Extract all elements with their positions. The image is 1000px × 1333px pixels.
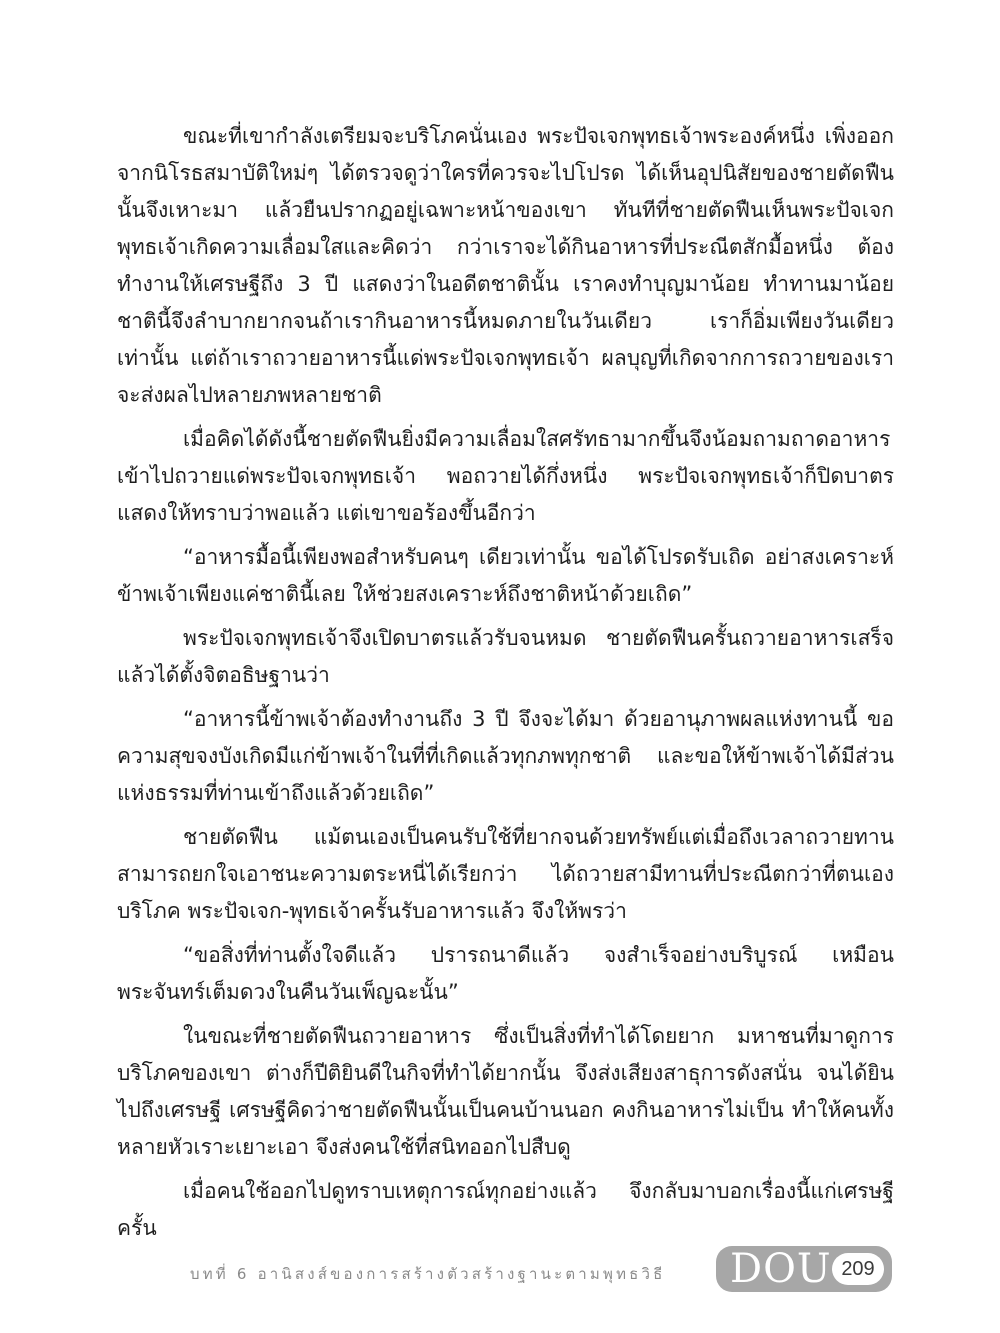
body-text: [117, 118, 894, 1254]
quote-paragraph: “ขอสิ่งที่ท่านตั้งใจดีแล้ว ปรารถนาดีแล้ว จงสำเร็จอย่างบริบูรณ์ เหมือนพระจันทร์เต็มดวงในคืนวันเพ็ญฉะนั้น”: [117, 943, 894, 1004]
paragraph: ขณะที่เขากำลังเตรียมจะบริโภคนั่นเอง พระปัจเจกพุทธเจ้าพระองค์หนึ่ง เพิ่งออกจากนิโรธสมาบัติใหม่ๆ ได้ตรวจดูว่าใครที่ควรจะไปโปรด ได้เห็นอุปนิสัยของชายตัดฟืนนั้นจึงเหาะมา แล้วยืนปรากฏอยู่เฉพาะหน้าของเขา ทันทีที่ชายตัดฟืนเห็นพระปัจเจกพุทธเจ้าเกิดความเลื่อมใสและคิดว่า กว่าเราจะได้กินอาหารที่ประณีตสักมื้อหนึ่ง ต้องทำงานให้เศรษฐีถึง 3 ปี แสดงว่าในอดีตชาตินั้น เราคงทำบุญมาน้อย ทำทานมาน้อย ชาตินี้จึงลำบากยากจนถ้าเรากินอาหารนี้หมดภายในวันเดียว เราก็อิ่มเพียงวันเดียวเท่านั้น แต่ถ้าเราถวายอาหารนี้แด่พระปัจเจกพุทธเจ้า ผลบุญที่เกิดจากการถวายของเรา จะส่งผลไปหลายภพหลายชาติ: [117, 124, 894, 407]
quote-paragraph: “อาหารนี้ข้าพเจ้าต้องทำงานถึง 3 ปี จึงจะได้มา ด้วยอานุภาพผลแห่งทานนี้ ขอความสุขจงบังเกิดมีแก่ข้าพเจ้าในที่ที่เกิดแล้วทุกภพทุกชาติ และขอให้ข้าพเจ้าได้มีส่วนแห่งธรรมที่ท่านเข้าถึงแล้วด้วยเถิด”: [117, 707, 894, 805]
paragraph: ชายตัดฟืน แม้ตนเองเป็นคนรับใช้ที่ยากจนด้วยทรัพย์แต่เมื่อถึงเวลาถวายทาน สามารถยกใจเอาชนะความตระหนี่ได้เรียกว่า ได้ถวายสามีทานที่ประณีตกว่าที่ตนเองบริโภค พระปัจเจก-พุทธเจ้าครั้นรับอาหารแล้ว จึงให้พรว่า: [117, 825, 894, 923]
quote-paragraph: “อาหารมื้อนี้เพียงพอสำหรับคนๆ เดียวเท่านั้น ขอได้โปรดรับเถิด อย่าสงเคราะห์ข้าพเจ้าเพียงแค่ชาตินี้เลย ให้ช่วยสงเคราะห์ถึงชาติหน้าด้วยเถิด”: [117, 545, 894, 606]
page-footer: [0, 1240, 1000, 1300]
page-badge: [716, 1246, 892, 1292]
page-number: 209: [832, 1253, 884, 1285]
chapter-title: บทที่ 6 อานิสงส์ของการสร้างตัวสร้างฐานะตามพุทธวิธี: [190, 1265, 666, 1283]
paragraph: ในขณะที่ชายตัดฟืนถวายอาหาร ซึ่งเป็นสิ่งที่ทำได้โดยยาก มหาชนที่มาดูการบริโภคของเขา ต่างก็ปีติยินดีในกิจที่ทำได้ยากนั้น จึงส่งเสียงสาธุการดังสนั่น จนได้ยินไปถึงเศรษฐี เศรษฐีคิดว่าชายตัดฟืนนั้นเป็นคนบ้านนอก คงกินอาหารไม่เป็น ทำให้คนทั้งหลายหัวเราะเยาะเอา จึงส่งคนใช้ที่สนิทออกไปสืบดู: [117, 1024, 894, 1159]
dou-logo: DOU: [730, 1246, 832, 1292]
paragraph: เมื่อคนใช้ออกไปดูทราบเหตุการณ์ทุกอย่างแล้ว จึงกลับมาบอกเรื่องนี้แก่เศรษฐี ครั้น: [117, 1179, 894, 1240]
paragraph: เมื่อคิดได้ดังนี้ชายตัดฟืนยิ่งมีความเลื่อมใสศรัทธามากขึ้นจึงน้อมถามถาดอาหารเข้าไปถวายแด่พระปัจเจกพุทธเจ้า พอถวายได้กึ่งหนึ่ง พระปัจเจกพุทธเจ้าก็ปิดบาตร แสดงให้ทราบว่าพอแล้ว แต่เขาขอร้องขึ้นอีกว่า: [117, 427, 894, 525]
paragraph: พระปัจเจกพุทธเจ้าจึงเปิดบาตรแล้วรับจนหมด ชายตัดฟืนครั้นถวายอาหารเสร็จแล้วได้ตั้งจิตอธิษฐานว่า: [117, 626, 894, 687]
